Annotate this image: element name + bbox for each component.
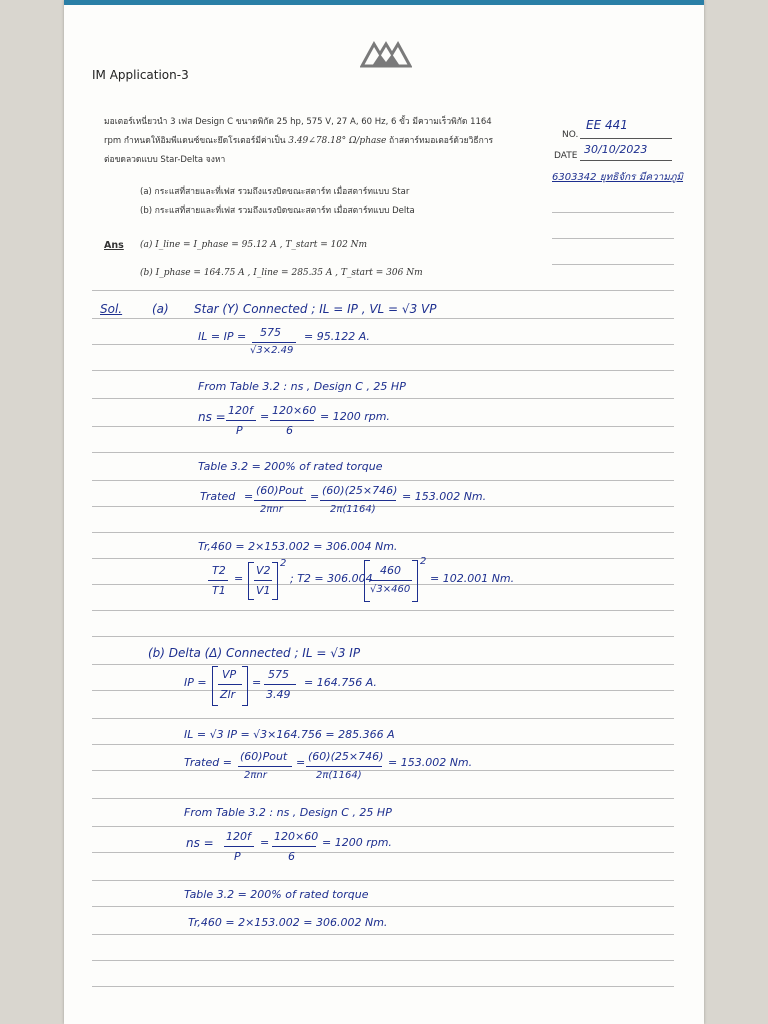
- a-trated-lhs: Trated: [200, 490, 236, 503]
- question-a: (a) กระแสที่สายและที่เฟส รวมถึงแรงบิดขณะสตาร์ท เมื่อสตาร์ทแบบ Star: [140, 187, 410, 197]
- a-il-num: 575: [260, 326, 281, 339]
- rule: [92, 690, 674, 691]
- question-b: (b) กระแสที่สายและที่เฟส รวมถึงแรงบิดขณะสตาร์ท เมื่อสตาร์ทแบบ Delta: [140, 206, 415, 216]
- a-trated-den2: 2π(1164): [330, 504, 376, 515]
- rule: [552, 264, 674, 265]
- rule: [92, 480, 674, 481]
- rule: [92, 610, 674, 611]
- a-t2-num: 460: [380, 564, 401, 577]
- part-a-label: (a): [152, 302, 169, 316]
- b-ip-rhs: = 164.756 A.: [304, 676, 377, 689]
- equals-sign: =: [260, 836, 270, 849]
- rule: [552, 212, 674, 213]
- fraction-bar: [208, 580, 228, 581]
- equals-sign: =: [244, 490, 254, 503]
- fraction-bar: [218, 684, 242, 685]
- rule: [92, 426, 674, 427]
- fraction-bar: [270, 420, 314, 421]
- a-t2-den: √3×460: [370, 584, 411, 595]
- rule: [92, 344, 674, 345]
- equals-sign: =: [296, 756, 306, 769]
- rule: [92, 798, 674, 799]
- rule: [92, 986, 674, 987]
- b-ip-num2: 575: [268, 668, 289, 681]
- a-ratio-v-num: V2: [256, 564, 271, 577]
- date-label: DATE: [554, 151, 578, 161]
- problem-line-1: มอเตอร์เหนี่ยวนำ 3 เฟส Design C ขนาดพิกัด 25 hp, 575 V, 27 A, 60 Hz, 6 ขั้ว มีความเร็วพิกัด 1164: [104, 117, 492, 127]
- a-t2-sq: 2: [420, 556, 427, 567]
- a-ratio-sq: 2: [280, 558, 287, 569]
- rule: [92, 290, 674, 291]
- rule: [552, 238, 674, 239]
- problem-line-2a: rpm กำหนดให้อิมพีแดนซ์ขณะยึดโรเตอร์มีค่าเป็น: [104, 136, 286, 146]
- rule: [92, 532, 674, 533]
- problem-line-2: [104, 133, 493, 147]
- rule: [92, 880, 674, 881]
- rule: [92, 452, 674, 453]
- right-bracket: [412, 560, 418, 602]
- problem-line-2c: ถ้าสตาร์ทมอเตอร์ด้วยวิธีการ: [389, 136, 494, 146]
- b-ip-lhs: IP =: [184, 676, 207, 689]
- a-table-torque: Table 3.2 = 200% of rated torque: [198, 460, 383, 473]
- worksheet-page: [64, 0, 704, 1024]
- b-ns-num2: 120×60: [274, 830, 319, 843]
- a-trated-num2: (60)(25×746): [322, 484, 398, 497]
- sol-label: Sol.: [100, 302, 123, 316]
- a-trated-num1: (60)Pout: [256, 484, 304, 497]
- b-ip-num: VP: [222, 668, 237, 681]
- a-ns-den1: P: [236, 424, 243, 437]
- b-table-torque: Table 3.2 = 200% of rated torque: [184, 888, 369, 901]
- rule: [92, 318, 674, 319]
- fraction-bar: [226, 420, 256, 421]
- a-ns-den2: 6: [286, 424, 293, 437]
- answer-label: Ans: [104, 240, 124, 251]
- b-trated-den2: 2π(1164): [316, 770, 362, 781]
- a-ns-num1: 120f: [228, 404, 253, 417]
- b-ip-den: Zlr: [220, 688, 236, 701]
- b-ip-den2: 3.49: [266, 688, 291, 701]
- problem-line-3: ต่อขดลวดแบบ Star-Delta จงหา: [104, 155, 226, 165]
- part-b-heading: (b) Delta (Δ) Connected ; IL = √3 IP: [148, 646, 361, 660]
- institution-logo-icon: [360, 40, 412, 68]
- no-underline: [580, 138, 672, 139]
- right-bracket: [242, 666, 248, 706]
- rule: [92, 636, 674, 637]
- a-t2-rhs: = 102.001 Nm.: [430, 572, 515, 585]
- a-ns-num2: 120×60: [272, 404, 317, 417]
- equals-sign: =: [252, 676, 262, 689]
- rule: [92, 664, 674, 665]
- left-bracket: [212, 666, 218, 706]
- student-name: 6303342 ยุทธิจักร มีความภูมิ: [552, 172, 684, 183]
- b-table-ns: From Table 3.2 : ns , Design C , 25 HP: [184, 806, 392, 819]
- left-bracket: [248, 562, 254, 600]
- rule: [92, 558, 674, 559]
- a-il-den: √3×2.49: [250, 345, 294, 356]
- a-trated-rhs: = 153.002 Nm.: [402, 490, 487, 503]
- b-ns-den1: P: [234, 850, 241, 863]
- fraction-bar: [238, 766, 292, 767]
- part-a-heading: Star (Y) Connected ; IL = IP , VL = √3 VP: [194, 302, 437, 316]
- fraction-bar: [272, 846, 316, 847]
- top-color-band: [64, 0, 704, 5]
- fraction-bar: [224, 846, 254, 847]
- date-value: 30/10/2023: [584, 143, 648, 156]
- rule: [92, 370, 674, 371]
- a-table-ns: From Table 3.2 : ns , Design C , 25 HP: [198, 380, 406, 393]
- fraction-bar: [306, 766, 382, 767]
- rule: [92, 852, 674, 853]
- date-underline: [580, 160, 672, 161]
- answer-a: (a) I_line = I_phase = 95.12 A , T_start = 102 Nm: [140, 240, 368, 250]
- a-t2-lhs: ; T2 = 306.004: [290, 572, 373, 585]
- b-ns-lhs: ns =: [186, 836, 214, 850]
- a-ns-lhs: ns =: [198, 410, 226, 424]
- fraction-bar: [370, 580, 412, 581]
- b-ns-den2: 6: [288, 850, 295, 863]
- b-ns-rhs: = 1200 rpm.: [322, 836, 392, 849]
- a-tr460: Tr,460 = 2×153.002 = 306.004 Nm.: [198, 540, 398, 553]
- b-trated-rhs: = 153.002 Nm.: [388, 756, 473, 769]
- a-ns-rhs: = 1200 rpm.: [320, 410, 390, 423]
- rule: [92, 398, 674, 399]
- a-ratio-den: T1: [212, 584, 226, 597]
- a-ratio-num: T2: [212, 564, 226, 577]
- b-ns-num1: 120f: [226, 830, 251, 843]
- b-trated-den1: 2πnr: [244, 770, 267, 781]
- b-il: IL = √3 IP = √3×164.756 = 285.366 A: [184, 728, 395, 741]
- fraction-bar: [254, 500, 306, 501]
- equals-sign: =: [310, 490, 320, 503]
- rule: [92, 934, 674, 935]
- fraction-bar: [264, 684, 296, 685]
- a-ns-eq: =: [260, 410, 270, 423]
- fraction-bar: [320, 500, 396, 501]
- no-label: NO.: [562, 130, 579, 140]
- fraction-bar: [254, 580, 272, 581]
- rule: [92, 718, 674, 719]
- a-trated-den1: 2πnr: [260, 504, 283, 515]
- fraction-bar: [252, 342, 296, 343]
- page-title: IM Application-3: [92, 68, 189, 82]
- rule: [92, 906, 674, 907]
- a-il-rhs: = 95.122 A.: [304, 330, 370, 343]
- rule: [92, 770, 674, 771]
- b-tr460: Tr,460 = 2×153.002 = 306.002 Nm.: [188, 916, 388, 929]
- a-ratio-v-den: V1: [256, 584, 271, 597]
- rule: [92, 826, 674, 827]
- rule: [92, 744, 674, 745]
- a-il-lhs: IL = IP =: [198, 330, 247, 343]
- b-trated-lhs: Trated =: [184, 756, 232, 769]
- rule: [92, 506, 674, 507]
- equals-sign: =: [234, 572, 244, 585]
- b-trated-num1: (60)Pout: [240, 750, 288, 763]
- right-bracket: [272, 562, 278, 600]
- impedance-value: 3.49∠78.18° Ω/phase: [288, 136, 387, 146]
- answer-b: (b) I_phase = 164.75 A , I_line = 285.35 A , T_start = 306 Nm: [140, 268, 423, 278]
- course-number: EE 441: [586, 118, 628, 132]
- b-trated-num2: (60)(25×746): [308, 750, 384, 763]
- left-bracket: [364, 560, 370, 602]
- rule: [92, 960, 674, 961]
